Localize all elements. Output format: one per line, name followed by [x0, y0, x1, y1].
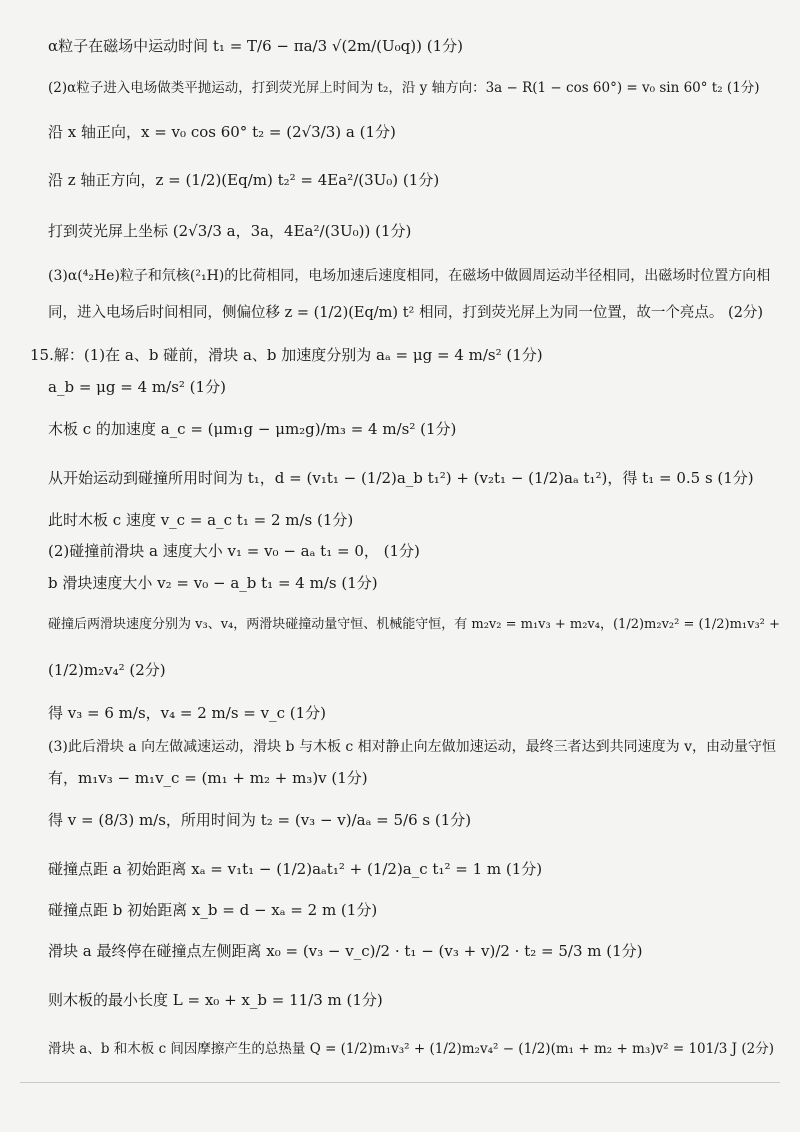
text-line: 碰撞点距 b 初始距离 x_b = d − xₐ = 2 m (1分)	[48, 901, 378, 919]
text-line: (3)α(⁴₂He)粒子和氘核(²₁H)的比荷相同，电场加速后速度相同，在磁场中做圆周运动半径相同，出磁场时位置方向相	[48, 268, 771, 284]
text-line: α粒子在磁场中运动时间 t₁ = T/6 − πa/3 √(2m/(U₀q)) (1分)	[48, 37, 463, 55]
text-line: a_b = μg = 4 m/s² (1分)	[48, 378, 226, 396]
text-line: 有，m₁v₃ − m₁v_c = (m₁ + m₂ + m₃)v (1分)	[48, 769, 368, 787]
text-line: 沿 z 轴正方向，z = (1/2)(Eq/m) t₂² = 4Ea²/(3U₀) (1分)	[48, 171, 440, 189]
text-line: (2)碰撞前滑块 a 速度大小 v₁ = v₀ − aₐ t₁ = 0， (1分)	[48, 542, 420, 560]
text-line: (3)此后滑块 a 向左做减速运动，滑块 b 与木板 c 相对静止向左做加速运动，最终三者达到共同速度为 v，由动量守恒	[48, 739, 777, 755]
page-divider	[20, 1082, 780, 1083]
text-line: (1/2)m₂v₄² (2分)	[48, 661, 166, 679]
text-line: (2)α粒子进入电场做类平抛运动，打到荧光屏上时间为 t₂，沿 y 轴方向：3a − R(1 − cos 60°) = v₀ sin 60° t₂ (1分)	[48, 80, 760, 96]
text-line: 滑块 a、b 和木板 c 间因摩擦产生的总热量 Q = (1/2)m₁v₃² + (1/2)m₂v₄² − (1/2)(m₁ + m₂ + m₃)v² = 101/3 J (2分)	[48, 1041, 774, 1057]
text-line: 从开始运动到碰撞所用时间为 t₁，d = (v₁t₁ − (1/2)a_b t₁²) + (v₂t₁ − (1/2)aₐ t₁²)，得 t₁ = 0.5 s (1分)	[48, 469, 754, 487]
text-line: 沿 x 轴正向，x = v₀ cos 60° t₂ = (2√3/3) a (1分)	[48, 123, 396, 141]
text-line: 碰撞后两滑块速度分别为 v₃、v₄，两滑块碰撞动量守恒、机械能守恒，有 m₂v₂ = m₁v₃ + m₂v₄，(1/2)m₂v₂² = (1/2)m₁v₃² +	[48, 617, 780, 632]
text-line: 同，进入电场后时间相同，侧偏位移 z = (1/2)(Eq/m) t² 相同，打到荧光屏上为同一位置，故一个亮点。 (2分)	[48, 305, 764, 321]
text-line: b 滑块速度大小 v₂ = v₀ − a_b t₁ = 4 m/s (1分)	[48, 574, 378, 592]
text-line: 此时木板 c 速度 v_c = a_c t₁ = 2 m/s (1分)	[48, 511, 354, 529]
text-line: 碰撞点距 a 初始距离 xₐ = v₁t₁ − (1/2)aₐt₁² + (1/2)a_c t₁² = 1 m (1分)	[48, 860, 543, 878]
text-line: 滑块 a 最终停在碰撞点左侧距离 x₀ = (v₃ − v_c)/2 · t₁ − (v₃ + v)/2 · t₂ = 5/3 m (1分)	[48, 942, 643, 960]
text-line: 则木板的最小长度 L = x₀ + x_b = 11/3 m (1分)	[48, 991, 383, 1009]
text-line: 得 v₃ = 6 m/s，v₄ = 2 m/s = v_c (1分)	[48, 704, 327, 722]
text-line: 得 v = (8/3) m/s，所用时间为 t₂ = (v₃ − v)/aₐ = 5/6 s (1分)	[48, 811, 472, 829]
text-line: 打到荧光屏上坐标 (2√3/3 a，3a，4Ea²/(3U₀)) (1分)	[48, 222, 412, 240]
question-heading: 15.解：(1)在 a、b 碰前，滑块 a、b 加速度分别为 aₐ = μg = 4 m/s² (1分)	[30, 346, 543, 364]
text-line: 木板 c 的加速度 a_c = (μm₁g − μm₂g)/m₃ = 4 m/s² (1分)	[48, 420, 457, 438]
